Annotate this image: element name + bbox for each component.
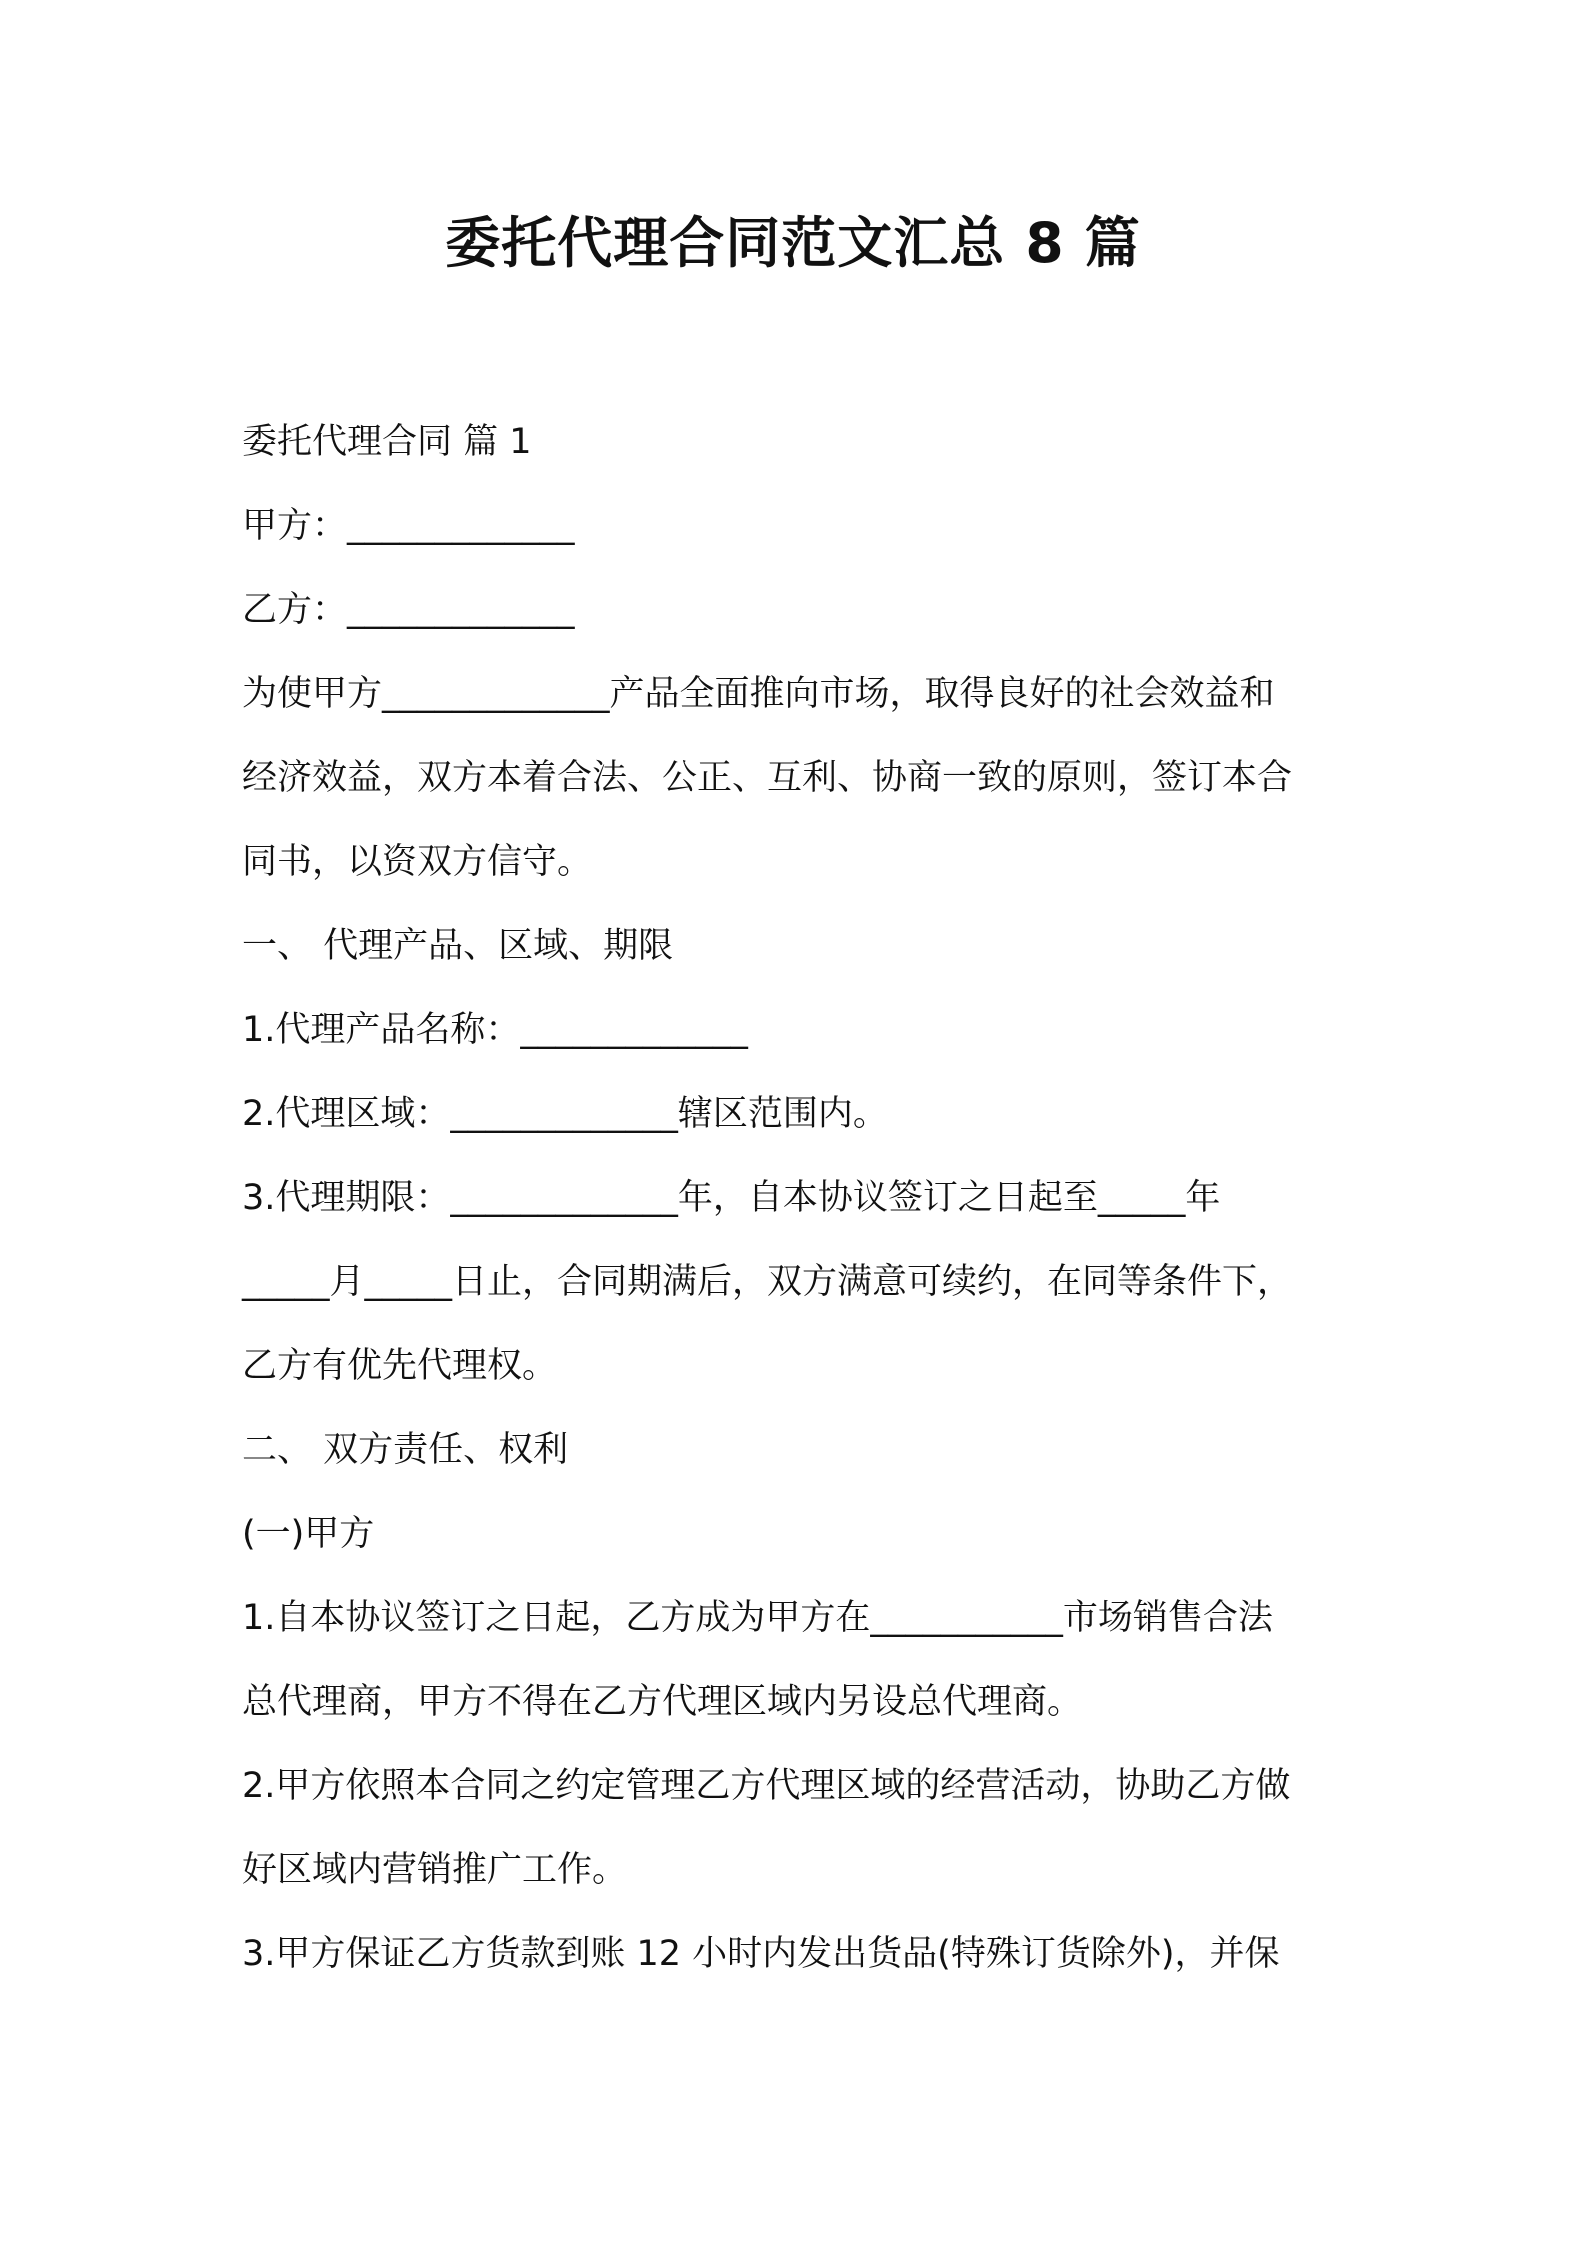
document-body (242, 400, 1382, 1996)
body-line: 2.甲方依照本合同之约定管理乙方代理区域的经营活动，协助乙方做 (242, 1766, 1291, 1806)
document-title: 委托代理合同范文汇总 8 篇 (445, 211, 1141, 275)
body-line: _____月_____日止，合同期满后，双方满意可续约，在同等条件下， (242, 1262, 1293, 1302)
body-line: 为使甲方_____________产品全面推向市场，取得良好的社会效益和 (242, 674, 1275, 714)
subsection-heading: (一)甲方 (242, 1514, 375, 1554)
subtitle-line: 委托代理合同 篇 1 (242, 422, 532, 462)
body-line: 好区域内营销推广工作。 (242, 1850, 628, 1890)
section-heading: 二、 双方责任、权利 (242, 1430, 569, 1470)
body-line: 2.代理区域：_____________辖区范围内。 (242, 1094, 888, 1134)
body-line: 总代理商，甲方不得在乙方代理区域内另设总代理商。 (242, 1682, 1083, 1722)
party-b-line: 乙方：_____________ (242, 590, 575, 630)
body-line: 经济效益，双方本着合法、公正、互利、协商一致的原则，签订本合 (242, 758, 1293, 798)
party-a-line: 甲方：_____________ (242, 506, 575, 546)
section-heading: 一、 代理产品、区域、期限 (242, 926, 674, 966)
body-line: 乙方有优先代理权。 (242, 1346, 558, 1386)
body-line: 3.代理期限：_____________年，自本协议签订之日起至_____年 (242, 1178, 1221, 1218)
body-line: 3.甲方保证乙方货款到账 12 小时内发出货品(特殊订货除外)，并保 (242, 1934, 1280, 1974)
body-line: 1.代理产品名称：_____________ (242, 1010, 748, 1050)
body-line: 同书，以资双方信守。 (242, 842, 593, 882)
body-line: 1.自本协议签订之日起，乙方成为甲方在___________市场销售合法 (242, 1598, 1273, 1638)
